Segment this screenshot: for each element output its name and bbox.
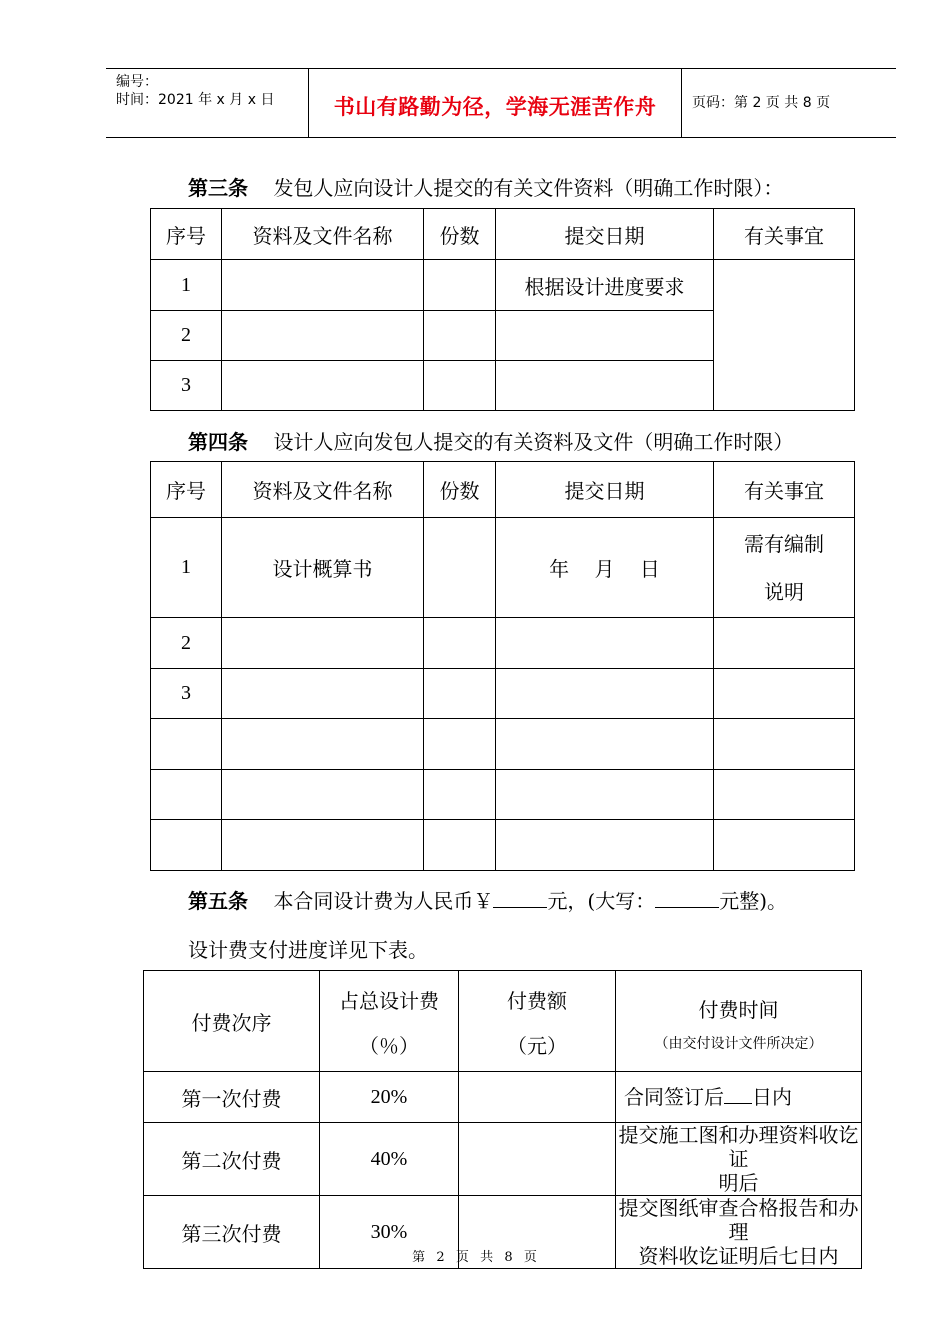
row-name [222, 311, 424, 361]
row-date [496, 618, 714, 669]
motto: 书山有路勤为径，学海无涯苦作舟 [333, 95, 657, 119]
article4-table [150, 461, 855, 871]
time-label: 时间：2021 年 x 月 x 日 [116, 92, 275, 108]
article5-paragraph [188, 885, 787, 914]
row-no: 3 [151, 669, 222, 719]
row-date [496, 719, 714, 770]
payment-schedule-text: 设计费支付进度详见下表。 [188, 938, 428, 962]
table-row [151, 518, 855, 618]
payment-time-line1: 提交施工图和办理资料收讫证 [618, 1123, 859, 1171]
time-header-line1: 付费时间 [698, 998, 779, 1022]
col-header-notes: 有关事宜 [714, 462, 855, 518]
row-date [496, 311, 714, 361]
payment-order: 第三次付费 [144, 1196, 320, 1269]
row-no [151, 719, 222, 770]
row-name [222, 820, 424, 871]
article3-table [150, 208, 855, 411]
table-row [151, 669, 855, 719]
row-copies [424, 260, 496, 311]
row-copies [424, 669, 496, 719]
row-name [222, 618, 424, 669]
percent-header-line1: 占总设计费 [339, 989, 439, 1013]
article5-text-b: 元，(大写： [547, 889, 656, 913]
row-date [496, 361, 714, 411]
table-row [144, 1072, 862, 1123]
row-copies [424, 820, 496, 871]
page-label: 页码：第 2 页 共 8 页 [692, 95, 831, 111]
payment-amount [459, 1123, 616, 1196]
row-name [222, 361, 424, 411]
payment-time [616, 1123, 862, 1196]
article5-text-c: 元整)。 [719, 889, 788, 913]
payment-time-line2: 明后 [718, 1171, 759, 1195]
row-no: 1 [151, 260, 222, 311]
table-header-row [151, 209, 855, 260]
col-header-notes: 有关事宜 [714, 209, 855, 260]
fee-amount-blank [493, 889, 547, 908]
payment-order: 第一次付费 [144, 1072, 320, 1123]
row-date [496, 669, 714, 719]
payment-order: 第二次付费 [144, 1123, 320, 1196]
notes-line2: 说明 [764, 579, 804, 604]
row-notes [714, 618, 855, 669]
percent-header-line2: （％） [359, 1034, 419, 1058]
row-notes [714, 719, 855, 770]
payment-table [143, 970, 862, 1269]
row-name: 设计概算书 [222, 518, 424, 618]
col-header-copies: 份数 [424, 462, 496, 518]
fee-uppercase-blank [655, 889, 719, 908]
article3-text: 发包人应向设计人提交的有关文件资料（明确工作时限）： [273, 176, 784, 200]
row-copies [424, 311, 496, 361]
header-meta-cell [106, 69, 309, 137]
article5-text-a: 本合同设计费为人民币￥ [273, 889, 494, 913]
amount-header-line2: （元） [507, 1034, 567, 1058]
row-name [222, 260, 424, 311]
page-header [106, 68, 896, 138]
row-copies [424, 518, 496, 618]
row-date: 年 月 日 [496, 518, 714, 618]
row-date [496, 820, 714, 871]
table-row [151, 770, 855, 820]
row-notes [714, 820, 855, 871]
payment-time-b: 日内 [752, 1085, 792, 1109]
article4-heading: 第四条 [188, 430, 248, 454]
row-copies [424, 618, 496, 669]
payment-percent: 40% [320, 1123, 459, 1196]
row-notes [714, 669, 855, 719]
row-name [222, 719, 424, 770]
row-name [222, 669, 424, 719]
payment-time-line1: 提交图纸审查合格报告和办理 [618, 1196, 859, 1244]
col-header-percent [320, 971, 459, 1072]
article4-text: 设计人应向发包人提交的有关资料及文件（明确工作时限） [273, 430, 794, 454]
row-copies [424, 770, 496, 820]
row-no: 1 [151, 518, 222, 618]
row-no [151, 770, 222, 820]
row-no: 2 [151, 311, 222, 361]
article5-heading: 第五条 [188, 889, 248, 913]
row-copies [424, 361, 496, 411]
table-row [151, 260, 855, 311]
table-row [144, 1123, 862, 1196]
amount-header-line1: 付费额 [507, 989, 567, 1013]
col-header-date: 提交日期 [496, 209, 714, 260]
payment-time-line2: 资料收讫证明后七日内 [638, 1244, 839, 1268]
col-header-no: 序号 [151, 462, 222, 518]
table-row [151, 618, 855, 669]
col-header-date: 提交日期 [496, 462, 714, 518]
page-footer: 第 2 页 共 8 页 [412, 1250, 538, 1265]
payment-time [616, 1072, 862, 1123]
header-motto-cell [309, 69, 682, 137]
code-label: 编号： [116, 74, 158, 90]
row-notes [714, 518, 855, 618]
payment-amount [459, 1072, 616, 1123]
header-page-cell [682, 69, 896, 137]
row-date: 根据设计进度要求 [496, 260, 714, 311]
payment-percent: 20% [320, 1072, 459, 1123]
row-notes [714, 770, 855, 820]
row-copies [424, 719, 496, 770]
table-header-row [151, 462, 855, 518]
row-date [496, 770, 714, 820]
row-no: 2 [151, 618, 222, 669]
row-name [222, 770, 424, 820]
article4-paragraph [188, 426, 793, 455]
article3-heading: 第三条 [188, 176, 248, 200]
col-header-copies: 份数 [424, 209, 496, 260]
payment-time-a: 合同签订后 [624, 1085, 724, 1109]
row-no [151, 820, 222, 871]
col-header-time [616, 971, 862, 1072]
days-blank [724, 1089, 752, 1104]
col-header-amount [459, 971, 616, 1072]
payment-percent: 30% [320, 1196, 459, 1269]
col-header-name: 资料及文件名称 [222, 209, 424, 260]
table-row [151, 719, 855, 770]
col-header-no: 序号 [151, 209, 222, 260]
article3-paragraph [188, 172, 783, 201]
time-header-line2: （由交付设计文件所决定） [654, 1036, 823, 1052]
row-no: 3 [151, 361, 222, 411]
notes-line1: 需有编制 [744, 531, 824, 556]
table-row [151, 820, 855, 871]
row-notes-merged [714, 260, 855, 411]
col-header-name: 资料及文件名称 [222, 462, 424, 518]
col-header-order: 付费次序 [144, 971, 320, 1072]
table-header-row [144, 971, 862, 1072]
